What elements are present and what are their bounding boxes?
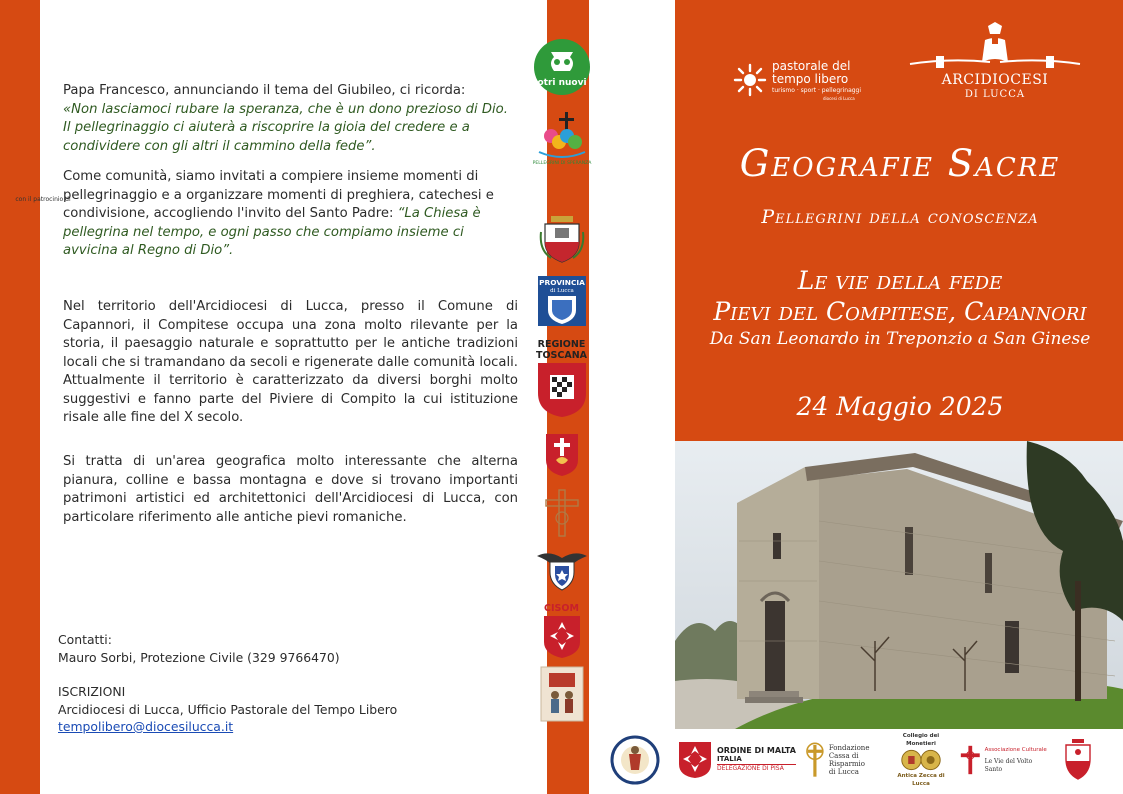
ordine-malta-text bbox=[717, 747, 796, 773]
area-paragraph: Si tratta di un'area geografica molto interessante che alterna pianura, colline e bassa montagna e dove si trovano importanti patrimoni artistici ed architettonici dell'Arcidiocesi di Lucca, con particolare riferimento alle antiche pievi romaniche. bbox=[63, 454, 518, 525]
regione-line-2: TOSCANA bbox=[535, 350, 588, 361]
alpine-club-badge bbox=[535, 548, 589, 592]
left-orange-stripe bbox=[0, 0, 40, 794]
cover-line-route: Da San Leonardo in Treponzio a San Ginese bbox=[709, 329, 1091, 349]
church-photo bbox=[675, 441, 1123, 729]
volto-santo-text bbox=[985, 746, 1048, 774]
lucca-shield-logo bbox=[1062, 732, 1096, 788]
pellegrini-caption: PELLEGRINI DI SPERANZA bbox=[532, 161, 591, 166]
sponsor-logo-column bbox=[589, 0, 675, 794]
pope-quote: «Non lasciamoci rubare la speranza, che è un dono prezioso di Dio. Il pellegrinaggio ci aiuterà a riscoprire la gioia del credere e a condividere con gli altri il cammino della fede”. bbox=[63, 101, 508, 154]
red-shield-icon bbox=[1062, 737, 1094, 783]
arcidiocesi-name: ARCIDIOCESI bbox=[941, 72, 1049, 88]
pastorale-line-1: pastorale del bbox=[772, 59, 851, 73]
pastorale-diocese: diocesi di Lucca bbox=[823, 96, 855, 101]
volto-santo-crest-icon bbox=[906, 22, 1084, 74]
vie-volto-santo-logo bbox=[958, 732, 1048, 788]
arcidiocesi-subname: DI LUCCA bbox=[964, 89, 1026, 100]
provincia-subtitle: di Lucca bbox=[549, 288, 574, 294]
eagle-shield-icon bbox=[535, 548, 589, 592]
tau-cross-icon bbox=[803, 737, 827, 783]
otri-nuovi-label: otri nuovi bbox=[536, 78, 587, 88]
fondazione-text bbox=[829, 744, 883, 776]
shell-cross-icon bbox=[544, 432, 580, 478]
community-paragraph bbox=[63, 168, 518, 261]
maltese-cross-shield-icon bbox=[542, 614, 582, 660]
sanchez-association-logo bbox=[610, 732, 660, 788]
pastorale-line-2: tempo libero bbox=[772, 72, 849, 86]
capannori-crest bbox=[537, 212, 587, 264]
regione-line-1: REGIONE bbox=[537, 339, 586, 350]
volto-line-1: Associazione Culturale bbox=[984, 747, 1047, 753]
contacts-heading: Contatti: bbox=[58, 632, 112, 647]
holy-father-quote: “La Chiesa è pellegrina nel tempo, e ogni passo che compiamo insieme ci avvicina al Regno di Dio”. bbox=[63, 206, 481, 258]
historical-group-logo bbox=[539, 665, 585, 723]
cisom-logo bbox=[539, 602, 585, 660]
cover-line-vie-fede: Le vie della fede bbox=[797, 266, 1003, 295]
cover-title: Geografie Sacre bbox=[739, 142, 1061, 185]
capannori-shield-icon bbox=[537, 212, 587, 264]
pastorale-tempo-libero-logo bbox=[733, 60, 863, 104]
regione-toscana-logo bbox=[532, 336, 592, 422]
pellegrini-speranza-logo bbox=[529, 106, 595, 172]
cover-line-pievi: Pievi del Compitese, Capannori bbox=[713, 297, 1087, 326]
contacts-block bbox=[58, 631, 478, 736]
red-cross-crest bbox=[544, 432, 580, 478]
patrocinio-label: con il patrocinio di bbox=[15, 196, 71, 203]
cross-emblem-icon bbox=[958, 743, 983, 777]
ordine-malta-logo bbox=[677, 732, 797, 788]
pastorale-title bbox=[772, 60, 850, 86]
jubilee-icon bbox=[529, 106, 595, 172]
email-link[interactable]: tempolibero@diocesilucca.it bbox=[58, 719, 234, 734]
cover-subtitle: Pellegrini della conoscenza bbox=[761, 206, 1039, 228]
volto-line-2: Le Vie del Volto Santo bbox=[984, 758, 1033, 773]
pegasus-shield-icon bbox=[536, 361, 588, 419]
contact-person: Mauro Sorbi, Protezione Civile (329 9766470) bbox=[58, 649, 340, 665]
order-cross-icon bbox=[542, 488, 582, 538]
coins-icon bbox=[891, 748, 951, 772]
territory-paragraph: Nel territorio dell'Arcidiocesi di Lucca, presso il Comune di Capannori, il Compitese occupa una zona molto rilevante per la storia, il paesaggio naturale e soprattutto per le antiche tradizioni locali che si tramandano da secoli e rigenerate dalle comunità locali. Attualmente il territorio è caratterizzato da diversi borghi molto suggestivi e fanno parte del Piviere di Compito la cui istituzione risale alle fine del X secolo. bbox=[63, 299, 518, 425]
otri-nuovi-logo bbox=[533, 38, 591, 96]
intro-paragraph bbox=[63, 82, 518, 156]
fondazione-line-3: di Lucca bbox=[828, 768, 859, 776]
sun-icon bbox=[733, 63, 767, 97]
fondazione-crl-logo bbox=[803, 732, 883, 788]
collegio-line-2: Antica Zecca di Lucca bbox=[897, 773, 945, 787]
provincia-title: PROVINCIA bbox=[538, 278, 585, 287]
provincia-crest-icon bbox=[538, 276, 586, 326]
provincia-lucca-logo bbox=[538, 276, 586, 326]
iscrizioni-heading: ISCRIZIONI bbox=[58, 684, 126, 699]
circular-seal-icon bbox=[610, 732, 660, 788]
malta-line-1: ORDINE DI MALTA bbox=[717, 746, 796, 755]
malta-line-2: ITALIA bbox=[717, 755, 742, 763]
fondazione-line-1: Fondazione bbox=[828, 744, 870, 752]
figures-illustration-icon bbox=[539, 665, 585, 723]
fondazione-line-2: Cassa di Risparmio bbox=[828, 752, 866, 768]
malta-line-3: DELEGAZIONE DI PISA bbox=[717, 764, 796, 773]
collegio-line-1: Collegio dei Monetieri bbox=[902, 733, 940, 747]
community-text: Come comunità, siamo invitati a compiere insieme momenti di pellegrinaggio e a organizzare momenti di preghiera, catechesi e condivisione, accogliendo l'invito del Santo Padre: bbox=[63, 169, 494, 221]
order-cross-emblem bbox=[542, 488, 582, 538]
pieve-church-illustration bbox=[675, 441, 1123, 729]
cisom-label: CISOM bbox=[544, 602, 579, 614]
iscrizioni-org: Arcidiocesi di Lucca, Ufficio Pastorale del Tempo Libero bbox=[58, 701, 398, 717]
pastorale-tagline: turismo · sport · pellegrinaggi bbox=[772, 87, 862, 94]
otri-nuovi-icon bbox=[533, 38, 591, 96]
maltese-cross-icon bbox=[677, 740, 713, 780]
collegio-monetieri-logo bbox=[889, 732, 953, 788]
arcidiocesi-lucca-logo bbox=[906, 22, 1084, 106]
intro-text: Papa Francesco, annunciando il tema del Giubileo, ci ricorda: bbox=[63, 83, 466, 98]
event-date: 24 Maggio 2025 bbox=[796, 392, 1004, 421]
